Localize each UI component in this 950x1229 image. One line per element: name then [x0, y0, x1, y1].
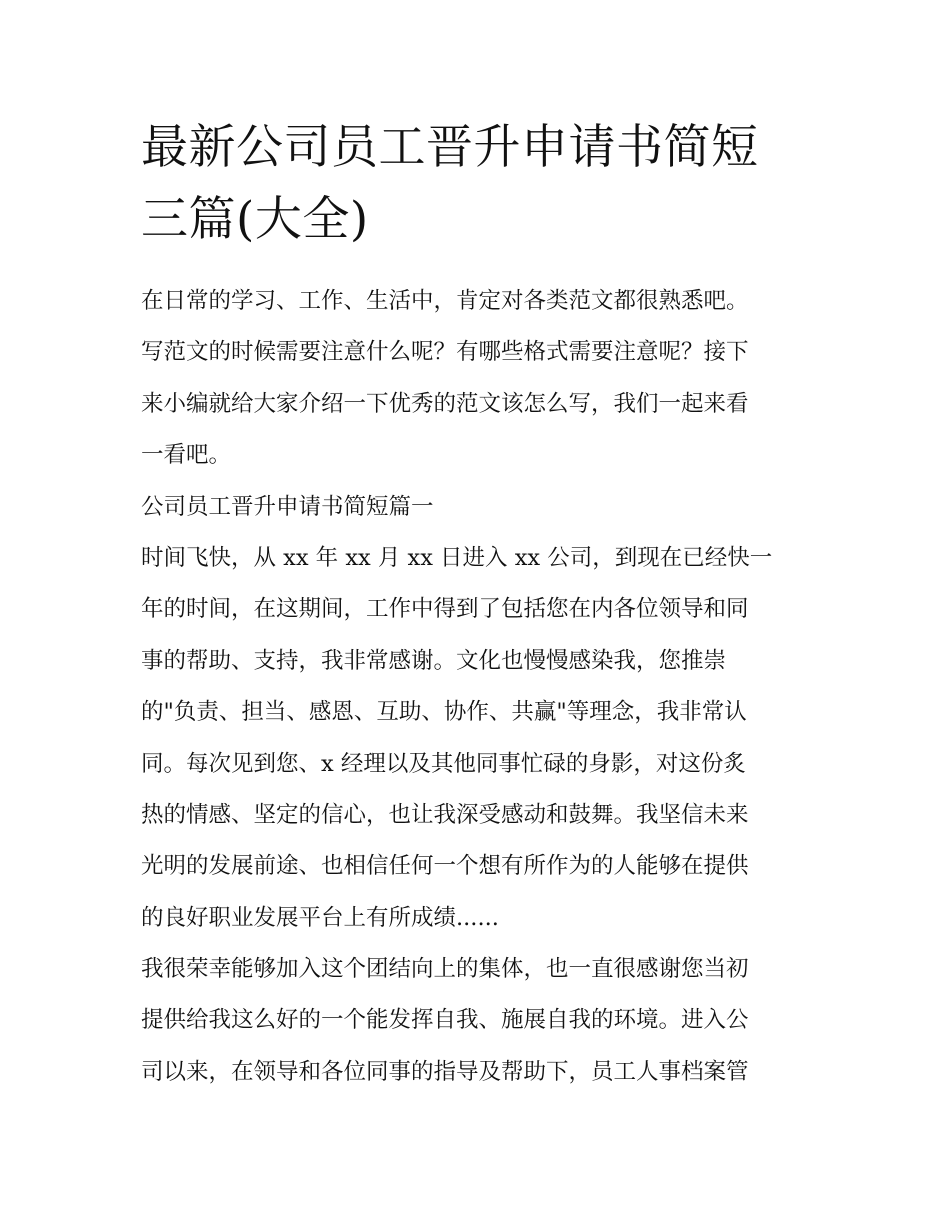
- title-line-1: 最新公司员工晋升申请书简短: [141, 120, 759, 175]
- paragraph-2-line-3: 司以来，在领导和各位同事的指导及帮助下，员工人事档案管: [141, 1058, 749, 1085]
- paragraph-1-line-4: 的"负责、担当、感恩、互助、协作、共赢"等理念，我非常认: [141, 699, 747, 726]
- paragraph-1-line-2: 年的时间，在这期间，工作中得到了包括您在内各位领导和同: [141, 596, 749, 623]
- document-title: [141, 112, 821, 256]
- paragraph-1-line-7: 光明的发展前途、也相信任何一个想有所作为的人能够在提供: [141, 853, 749, 880]
- section-heading: 公司员工晋升申请书简短篇一: [141, 493, 434, 520]
- paragraph-1-line-5: 同。每次见到您、x 经理以及其他同事忙碌的身影，对这份炙: [141, 750, 746, 777]
- paragraph-2-line-2: 提供给我这么好的一个能发挥自我、施展自我的环境。进入公: [141, 1007, 749, 1034]
- intro-line-4: 一看吧。: [141, 442, 232, 469]
- intro-line-1: 在日常的学习、工作、生活中，肯定对各类范文都很熟悉吧。: [141, 288, 749, 314]
- paragraph-1-line-1: 时间飞快，从 xx 年 xx 月 xx 日进入 xx 公司，到现在已经快一: [141, 544, 773, 571]
- paragraph-1-line-3: 事的帮助、支持，我非常感谢。文化也慢慢感染我，您推崇: [141, 647, 727, 674]
- intro-line-2: 写范文的时候需要注意什么呢？有哪些格式需要注意呢？接下: [141, 339, 749, 366]
- paragraph-1-line-8: 的良好职业发展平台上有所成绩......: [141, 904, 499, 931]
- document-body: [141, 276, 831, 1098]
- paragraph-1-line-6: 热的情感、坚定的信心，也让我深受感动和鼓舞。我坚信未来: [141, 801, 749, 828]
- paragraph-2-line-1: 我很荣幸能够加入这个团结向上的集体，也一直很感谢您当初: [141, 956, 749, 983]
- title-line-2: 三篇(大全): [141, 192, 369, 247]
- intro-line-3: 来小编就给大家介绍一下优秀的范文该怎么写，我们一起来看: [141, 390, 749, 417]
